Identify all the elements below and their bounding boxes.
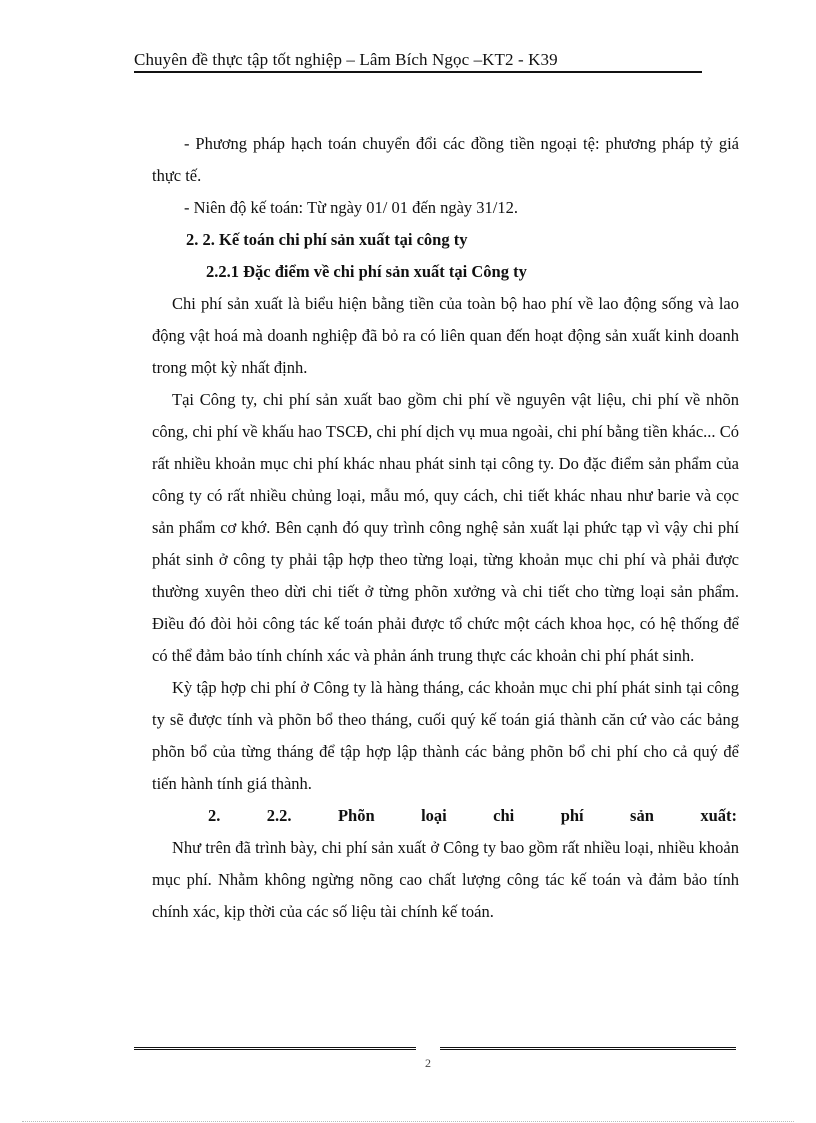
- page-number: 2: [425, 1056, 431, 1070]
- paragraph-exchange-method: - Phương pháp hạch toán chuyển đổi các đồng tiền ngoại tệ: phương pháp tỷ giá thực tế.: [152, 134, 739, 185]
- heading-word: xuất:: [700, 806, 737, 825]
- heading-word: sản: [630, 806, 654, 825]
- paragraph-classification-intro: Như trên đã trình bày, chi phí sản xuất ở Công ty bao gồm rất nhiều loại, nhiều khoản mục phí. Nhằm không ngừng nõng cao chất lượng công tác kế toán và đảm bảo tính chính xác, kịp thời của các số liệu tài chính kế toán.: [152, 838, 739, 921]
- subsection-heading-classification: [152, 800, 739, 832]
- paragraph-cost-components: Tại Công ty, chi phí sản xuất bao gồm chi phí về nguyên vật liệu, chi phí về nhõn công, chi phí về khấu hao TSCĐ, chi phí dịch vụ mua ngoài, chi phí bằng tiền khác... Có rất nhiều khoản mục chi phí khác nhau phát sinh tại công ty. Do đặc điểm sản phẩm của công ty có rất nhiều chủng loại, mẫu mó, quy cách, chi tiết khác nhau như barie và cọc sản phẩm cơ khớ. Bên cạnh đó quy trình công nghệ sản xuất lại phức tạp vì vậy chi phí phát sinh ở công ty phải tập hợp theo từng loại, từng khoản mục chi phí và phải được thường xuyên theo dừi chi tiết ở từng phõn xưởng và chi tiết cho từng loại sản phẩm. Điều đó đòi hỏi công tác kế toán phải được tổ chức một cách khoa học, có hệ thống để có thể đảm bảo tính chính xác và phản ánh trung thực các khoản chi phí phát sinh.: [152, 390, 739, 665]
- subsection-heading: 2.2.1 Đặc điểm về chi phí sản xuất tại Công ty: [206, 262, 527, 281]
- page-bottom-border: [22, 1121, 794, 1122]
- heading-word: loại: [421, 806, 447, 825]
- page-header: Chuyên đề thực tập tốt nghiệp – Lâm Bích Ngọc –KT2 - K39: [134, 50, 558, 69]
- header-rule: [134, 71, 702, 73]
- heading-word: 2.: [208, 806, 221, 825]
- heading-word: Phõn: [337, 806, 375, 825]
- footer-rule-right: [440, 1047, 736, 1050]
- paragraph-cost-period: Kỳ tập hợp chi phí ở Công ty là hàng tháng, các khoản mục chi phí phát sinh tại công ty sẽ được tính và phõn bổ theo tháng, cuối quý kế toán giá thành căn cứ vào các bảng phõn bổ của từng tháng để tập hợp lập thành các bảng phõn bổ chi phí cho cả quý để tiến hành tính giá thành.: [152, 678, 739, 793]
- heading-word: phí: [560, 806, 584, 825]
- document-body: [152, 128, 739, 928]
- heading-word: 2.2.: [266, 806, 292, 825]
- section-heading: 2. 2. Kế toán chi phí sản xuất tại công ty: [186, 230, 468, 249]
- paragraph-definition: Chi phí sản xuất là biểu hiện bằng tiền của toàn bộ hao phí về lao động sống và lao động vật hoá mà doanh nghiệp đã bỏ ra có liên quan đến hoạt động sản xuất kinh doanh trong một kỳ nhất định.: [152, 294, 739, 377]
- paragraph-fiscal-year: - Niên độ kế toán: Từ ngày 01/ 01 đến ngày 31/12.: [184, 198, 518, 217]
- footer-rule-left: [134, 1047, 416, 1050]
- heading-word: chi: [493, 806, 515, 825]
